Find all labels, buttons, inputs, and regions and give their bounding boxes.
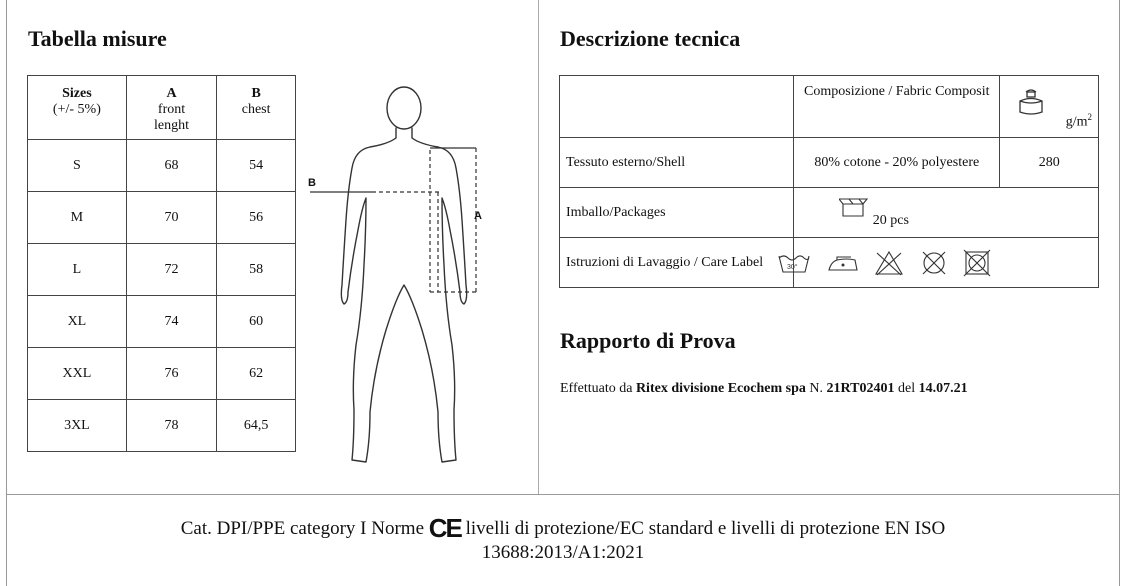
column-divider: [538, 0, 539, 494]
packages-cell: [794, 188, 1099, 238]
footer: [6, 513, 1120, 565]
body-measurement-figure: [300, 80, 500, 470]
footer-line2: 13688:2013/A1:2021: [481, 542, 645, 563]
wash-30-icon: [777, 252, 811, 274]
packages-label: Imballo/Packages: [560, 188, 794, 238]
iron-low-icon: [827, 252, 859, 274]
footer-divider: [6, 494, 1120, 495]
weight-header: $g/m^2$: [1000, 76, 1099, 138]
care-icons: [787, 238, 1099, 288]
shell-label: Tessuto esterno/Shell: [560, 138, 794, 188]
table-row: M 70 56: [28, 192, 296, 244]
weight-icon: [1014, 86, 1048, 120]
footer-text-after: livelli di protezione/EC standard e livelli di protezione EN ISO: [465, 518, 946, 539]
composition-header: Composizione / Fabric Composit: [794, 76, 1000, 138]
a-header: A front lenght: [126, 76, 216, 140]
table-row: L 72 58: [28, 244, 296, 296]
b-header: B chest: [217, 76, 296, 140]
no-bleach-icon: [874, 250, 904, 276]
care-label: Istruzioni di Lavaggio / Care Label: [560, 238, 794, 288]
shell-composition: 80% cotone - 20% polyestere: [794, 138, 1000, 188]
box-icon: [839, 196, 869, 218]
lab-name: Ritex divisione Ecochem spa: [635, 381, 806, 396]
report-number: 21RT02401: [826, 381, 895, 396]
table-row: 3XL 78 64,5: [28, 400, 296, 452]
test-report-text: Effettuato da Ritex divisione Ecochem spa N. 21RT02401 del 14.07.21: [560, 381, 968, 396]
report-date: 14.07.21: [918, 381, 968, 396]
svg-text:30°: 30°: [787, 263, 798, 271]
size-table: [27, 75, 296, 452]
no-tumble-dry-icon: [963, 249, 991, 277]
tech-description-title: Descrizione tecnica: [560, 26, 741, 51]
test-report-title: Rapporto di Prova: [560, 328, 736, 353]
b-label: B: [308, 177, 316, 189]
ce-mark-icon: CE: [428, 513, 461, 543]
table-row: S 68 54: [28, 140, 296, 192]
no-dry-clean-icon: [920, 249, 948, 277]
size-header: Sizes (+/- 5%): [28, 76, 127, 140]
size-table-title: Tabella misure: [28, 26, 167, 51]
weight-unit: g/m: [1065, 115, 1088, 130]
footer-text-before: Cat. DPI/PPE category I Norme: [180, 518, 424, 539]
tech-table: [559, 75, 1099, 288]
shell-weight: 280: [1000, 138, 1099, 188]
table-row: XL 74 60: [28, 296, 296, 348]
table-row: XXL 76 62: [28, 348, 296, 400]
a-label: A: [474, 210, 482, 222]
packages-value: 20 pcs: [872, 213, 909, 228]
